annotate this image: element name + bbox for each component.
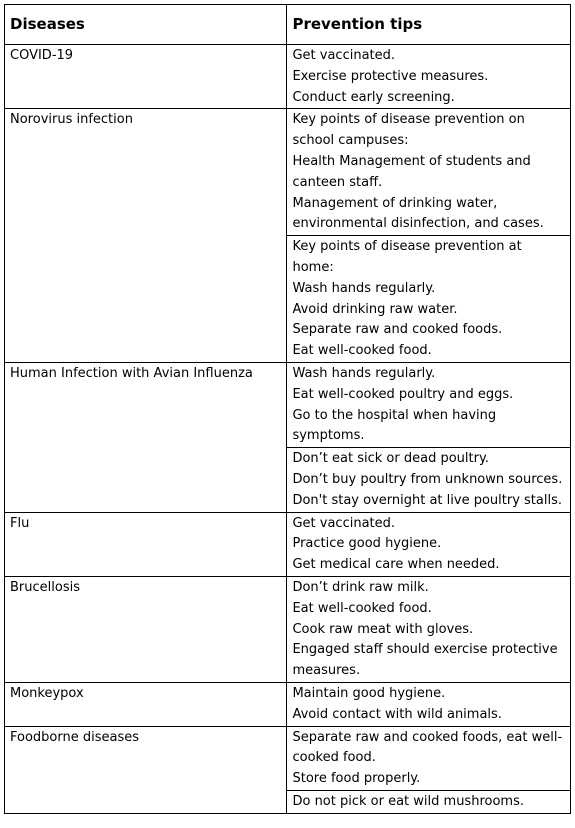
tips-cell [287, 448, 571, 512]
table-row [5, 576, 571, 682]
tips-cell [287, 576, 571, 682]
tip-item: Conduct early screening. [292, 89, 455, 105]
disease-cell: Monkeypox [5, 682, 287, 726]
tip-item: Eat well-cooked food. [292, 600, 432, 616]
tips-cell [287, 109, 571, 236]
disease-cell: COVID-19 [5, 45, 287, 109]
tip-item: Exercise protective measures. [292, 68, 489, 84]
tips-cell [287, 682, 571, 726]
tip-item: Key points of disease prevention on school campuses: [292, 112, 525, 149]
tip-item: Engaged staff should exercise protective measures. [292, 642, 558, 679]
tip-item: Avoid contact with wild animals. [292, 706, 502, 722]
disease-cell: Norovirus infection [5, 109, 287, 363]
tip-item: Get vaccinated. [292, 48, 396, 63]
tip-item: Get vaccinated. [292, 515, 396, 531]
tip-item: Avoid drinking raw water. [292, 301, 458, 317]
tip-item: Management of drinking water, environmental disinfection, and cases. [292, 195, 544, 232]
tips-cell [287, 45, 571, 109]
header-diseases: Diseases [5, 5, 287, 45]
tip-item: Separate raw and cooked foods, eat well-cooked food. [292, 729, 563, 766]
tips-cell [287, 362, 571, 447]
prevention-table [4, 4, 571, 814]
tip-item: Don’t drink raw milk. [292, 579, 429, 595]
table-row [5, 45, 571, 109]
table-row [5, 109, 571, 236]
tip-item: Key points of disease prevention at home: [292, 239, 522, 275]
tip-item: Do not pick or eat wild mushrooms. [292, 793, 524, 809]
tip-item: Get medical care when needed. [292, 557, 500, 573]
tips-cell [287, 512, 571, 576]
tip-item: Wash hands regularly. [292, 280, 436, 296]
tip-item: Don't stay overnight at live poultry stalls. [292, 492, 563, 508]
tip-item: Practice good hygiene. [292, 536, 442, 552]
tips-cell [287, 726, 571, 790]
header-prevention-tips: Prevention tips [287, 5, 571, 45]
table-row [5, 362, 571, 447]
tip-item: Don’t buy poultry from unknown sources. [292, 471, 563, 487]
disease-cell: Human Infection with Avian Influenza [5, 362, 287, 512]
tip-item: Cook raw meat with gloves. [292, 621, 474, 637]
tip-item: Go to the hospital when having symptoms. [292, 407, 497, 444]
tip-item: Eat well-cooked food. [292, 343, 432, 359]
tip-item: Eat well-cooked poultry and eggs. [292, 386, 514, 402]
tip-item: Separate raw and cooked foods. [292, 322, 503, 338]
table-row [5, 512, 571, 576]
tip-item: Don’t eat sick or dead poultry. [292, 451, 489, 467]
tips-cell [287, 236, 571, 363]
tip-item: Maintain good hygiene. [292, 685, 446, 701]
tip-item: Wash hands regularly. [292, 365, 436, 381]
disease-cell: Brucellosis [5, 576, 287, 682]
tip-item: Health Management of students and canteen staff. [292, 153, 531, 190]
disease-cell: Foodborne diseases [5, 726, 287, 813]
table-row [5, 682, 571, 726]
tips-cell [287, 790, 571, 813]
disease-cell: Flu [5, 512, 287, 576]
header-row [5, 5, 571, 45]
table-row [5, 726, 571, 790]
table-body [5, 45, 571, 814]
tip-item: Store food properly. [292, 771, 421, 787]
